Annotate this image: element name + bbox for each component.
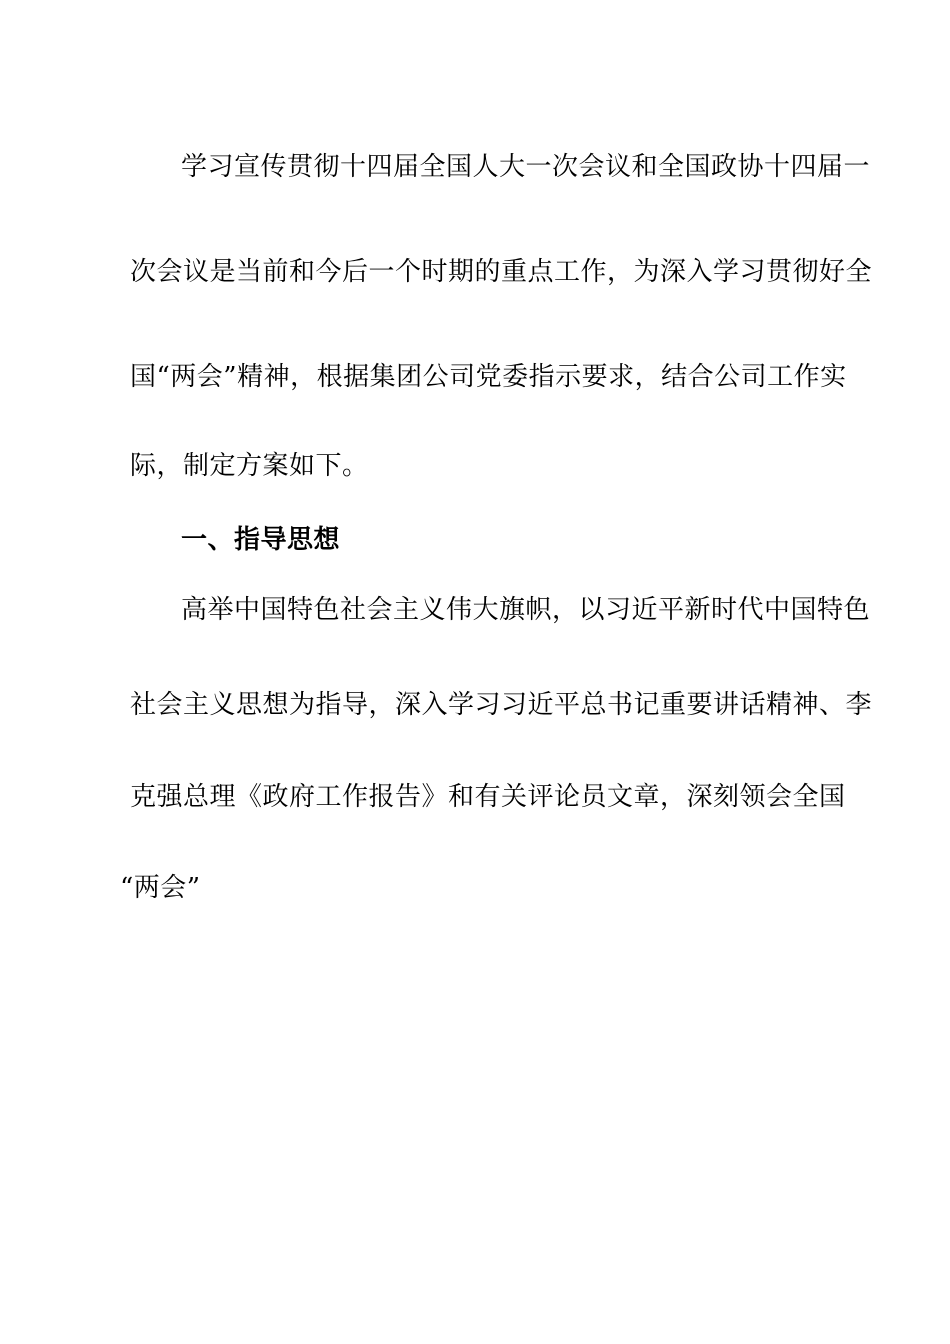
intro-paragraph-line-4: 际，制定方案如下。 (130, 451, 369, 481)
section-paragraph-line-1: 高举中国特色社会主义伟大旗帜，以习近平新时代中国特色 (181, 595, 871, 625)
intro-paragraph-line-2: 次会议是当前和今后一个时期的重点工作，为深入学习贯彻好全 (130, 257, 873, 287)
intro-paragraph-line-3: 国“两会”精神，根据集团公司党委指示要求，结合公司工作实 (130, 362, 847, 392)
section-paragraph-line-3: 克强总理《政府工作报告》和有关评论员文章，深刻领会全国 (130, 782, 846, 812)
intro-paragraph-line-1: 学习宣传贯彻十四届全国人大一次会议和全国政协十四届一 (181, 152, 871, 182)
section-paragraph-line-4: “两会” (120, 873, 201, 903)
section-paragraph-line-2: 社会主义思想为指导，深入学习习近平总书记重要讲话精神、李 (130, 690, 873, 720)
section-heading-guiding-ideology: 一、指导思想 (181, 525, 341, 555)
